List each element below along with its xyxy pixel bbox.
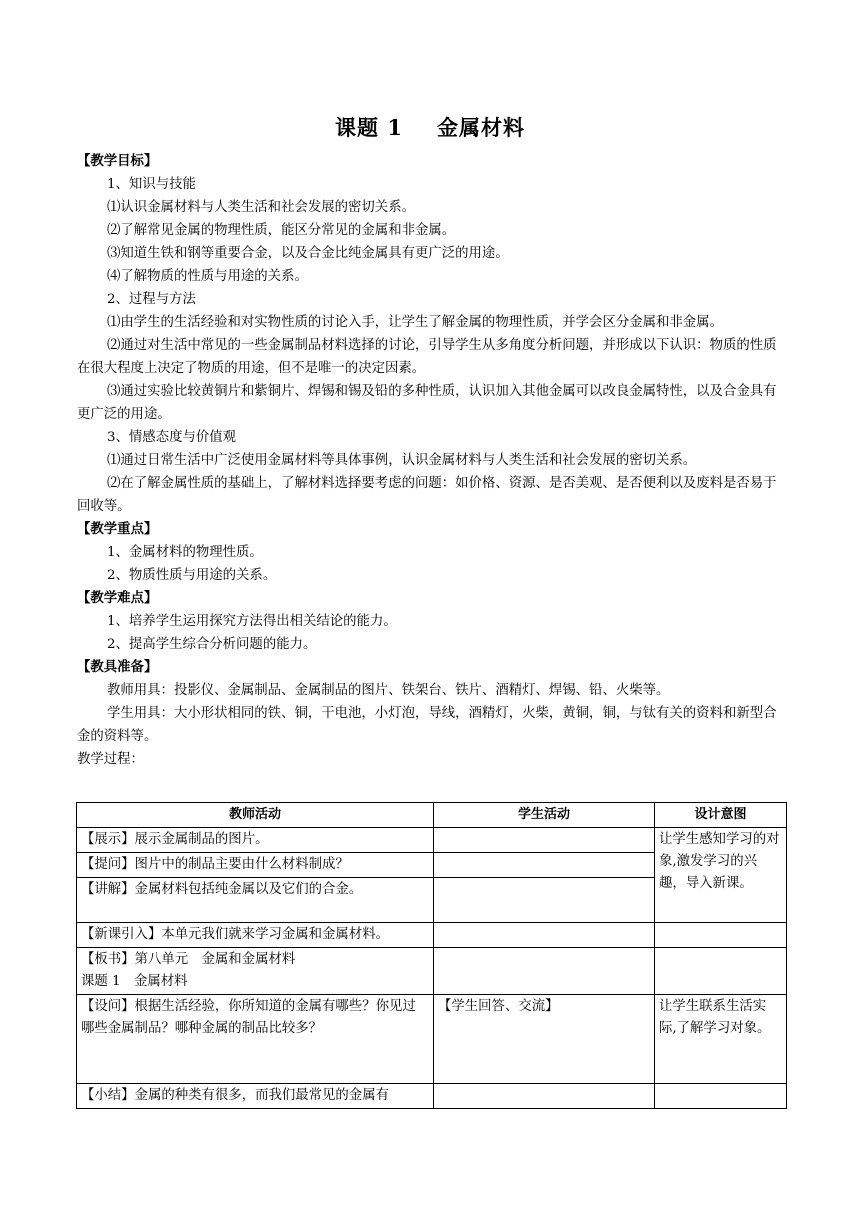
table-row — [77, 995, 787, 1084]
teaching-process-table — [76, 802, 787, 1109]
teacher-activity-cell — [77, 948, 434, 995]
teacher-activity-cell: 【展示】展示金属制品的图片。 — [77, 828, 434, 853]
student-activity-cell — [434, 1084, 655, 1109]
tools-teacher: 教师用具：投影仪、金属制品、金属制品的图片、铁架台、铁片、酒精灯、焊锡、铅、火柴等。 — [107, 683, 670, 698]
design-intent-cell: 让学生感知学习的对象,激发学习的兴趣，导入新课。 — [655, 828, 787, 923]
tools-student: 学生用具：大小形状相同的铁、铜，干电池，小灯泡，导线，酒精灯，火柴，黄铜，铜，与钛有关的资料和新型合金的资料等。 — [77, 706, 777, 744]
col-header-student: 学生活动 — [434, 803, 655, 828]
student-activity-cell — [434, 878, 655, 923]
difficult-item-2: 2、提高学生综合分析问题的能力。 — [107, 637, 317, 652]
goal-attitude-2: ⑵在了解金属性质的基础上，了解材料选择要考虑的问题：如价格、资源、是否美观、是否便利以及废料是否易于回收等。 — [77, 476, 777, 514]
design-intent-cell: 让学生联系生活实际,了解学习对象。 — [655, 995, 787, 1084]
student-activity-cell: 【学生回答、交流】 — [434, 995, 655, 1084]
table-row — [77, 828, 787, 853]
table-row — [77, 948, 787, 995]
table-row — [77, 923, 787, 948]
board-line-1: 【板书】第八单元 金属和金属材料 — [81, 952, 296, 967]
goals-sub-knowledge: 1、知识与技能 — [107, 177, 196, 192]
student-activity-cell — [434, 853, 655, 878]
goal-process-3: ⑶通过实验比较黄铜片和紫铜片、焊锡和锡及铅的多种性质，认识加入其他金属可以改良金属特性，以及合金具有更广泛的用途。 — [77, 384, 777, 422]
goal-knowledge-4: ⑷了解物质的性质与用途的关系。 — [107, 269, 308, 284]
goal-knowledge-2: ⑵了解常见金属的物理性质，能区分常见的金属和非金属。 — [107, 223, 456, 238]
title-text: 金属材料 — [436, 115, 525, 140]
col-header-teacher: 教师活动 — [77, 803, 434, 828]
student-activity-cell — [434, 828, 655, 853]
teacher-activity-cell: 【讲解】金属材料包括纯金属以及它们的合金。 — [77, 878, 434, 923]
goals-sub-process: 2、过程与方法 — [107, 292, 196, 307]
key-heading: 【教学重点】 — [77, 521, 158, 537]
table-row — [77, 1084, 787, 1109]
goal-knowledge-3: ⑶知道生铁和钢等重要合金，以及合金比纯金属具有更广泛的用途。 — [107, 246, 509, 261]
key-item-2: 2、物质性质与用途的关系。 — [107, 568, 277, 583]
goal-process-2: ⑵通过对生活中常见的一些金属制品材料选择的讨论，引导学生从多角度分析问题，并形成以下认识：物质的性质在很大程度上决定了物质的用途，但不是唯一的决定因素。 — [77, 338, 777, 376]
design-intent-cell — [655, 923, 787, 948]
design-intent-cell — [655, 1084, 787, 1109]
goal-attitude-1: ⑴通过日常生活中广泛使用金属材料等具体事例，认识金属材料与人类生活和社会发展的密切关系。 — [107, 453, 697, 468]
student-activity-cell — [434, 948, 655, 995]
goal-process-1: ⑴由学生的生活经验和对实物性质的讨论入手，让学生了解金属的物理性质，并学会区分金属和非金属。 — [107, 315, 723, 330]
goal-knowledge-1: ⑴认识金属材料与人类生活和社会发展的密切关系。 — [107, 200, 415, 215]
teacher-activity-cell: 【小结】金属的种类有很多，而我们最常见的金属有 — [77, 1084, 434, 1109]
difficult-item-1: 1、培养学生运用探究方法得出相关结论的能力。 — [107, 614, 397, 629]
teacher-activity-cell: 【新课引入】本单元我们就来学习金属和金属材料。 — [77, 923, 434, 948]
tools-heading: 【教具准备】 — [77, 659, 158, 675]
board-line-2: 课题 1 金属材料 — [81, 974, 188, 989]
teacher-activity-cell: 【设问】根据生活经验，你所知道的金属有哪些？你见过哪些金属制品？哪种金属的制品比较多？ — [77, 995, 434, 1084]
goals-sub-attitude: 3、情感态度与价值观 — [107, 430, 237, 445]
goals-heading: 【教学目标】 — [77, 153, 158, 169]
teacher-activity-cell: 【提问】图片中的制品主要由什么材料制成？ — [77, 853, 434, 878]
title-number: 课题 1 — [335, 115, 403, 140]
difficult-heading: 【教学难点】 — [77, 590, 158, 606]
process-label: 教学过程： — [77, 752, 144, 767]
col-header-design: 设计意图 — [655, 803, 787, 828]
student-activity-cell — [434, 923, 655, 948]
table-header-row — [77, 803, 787, 828]
lesson-plan-body — [77, 150, 785, 771]
page-title — [0, 112, 860, 142]
design-intent-cell — [655, 948, 787, 995]
key-item-1: 1、金属材料的物理性质。 — [107, 545, 263, 560]
